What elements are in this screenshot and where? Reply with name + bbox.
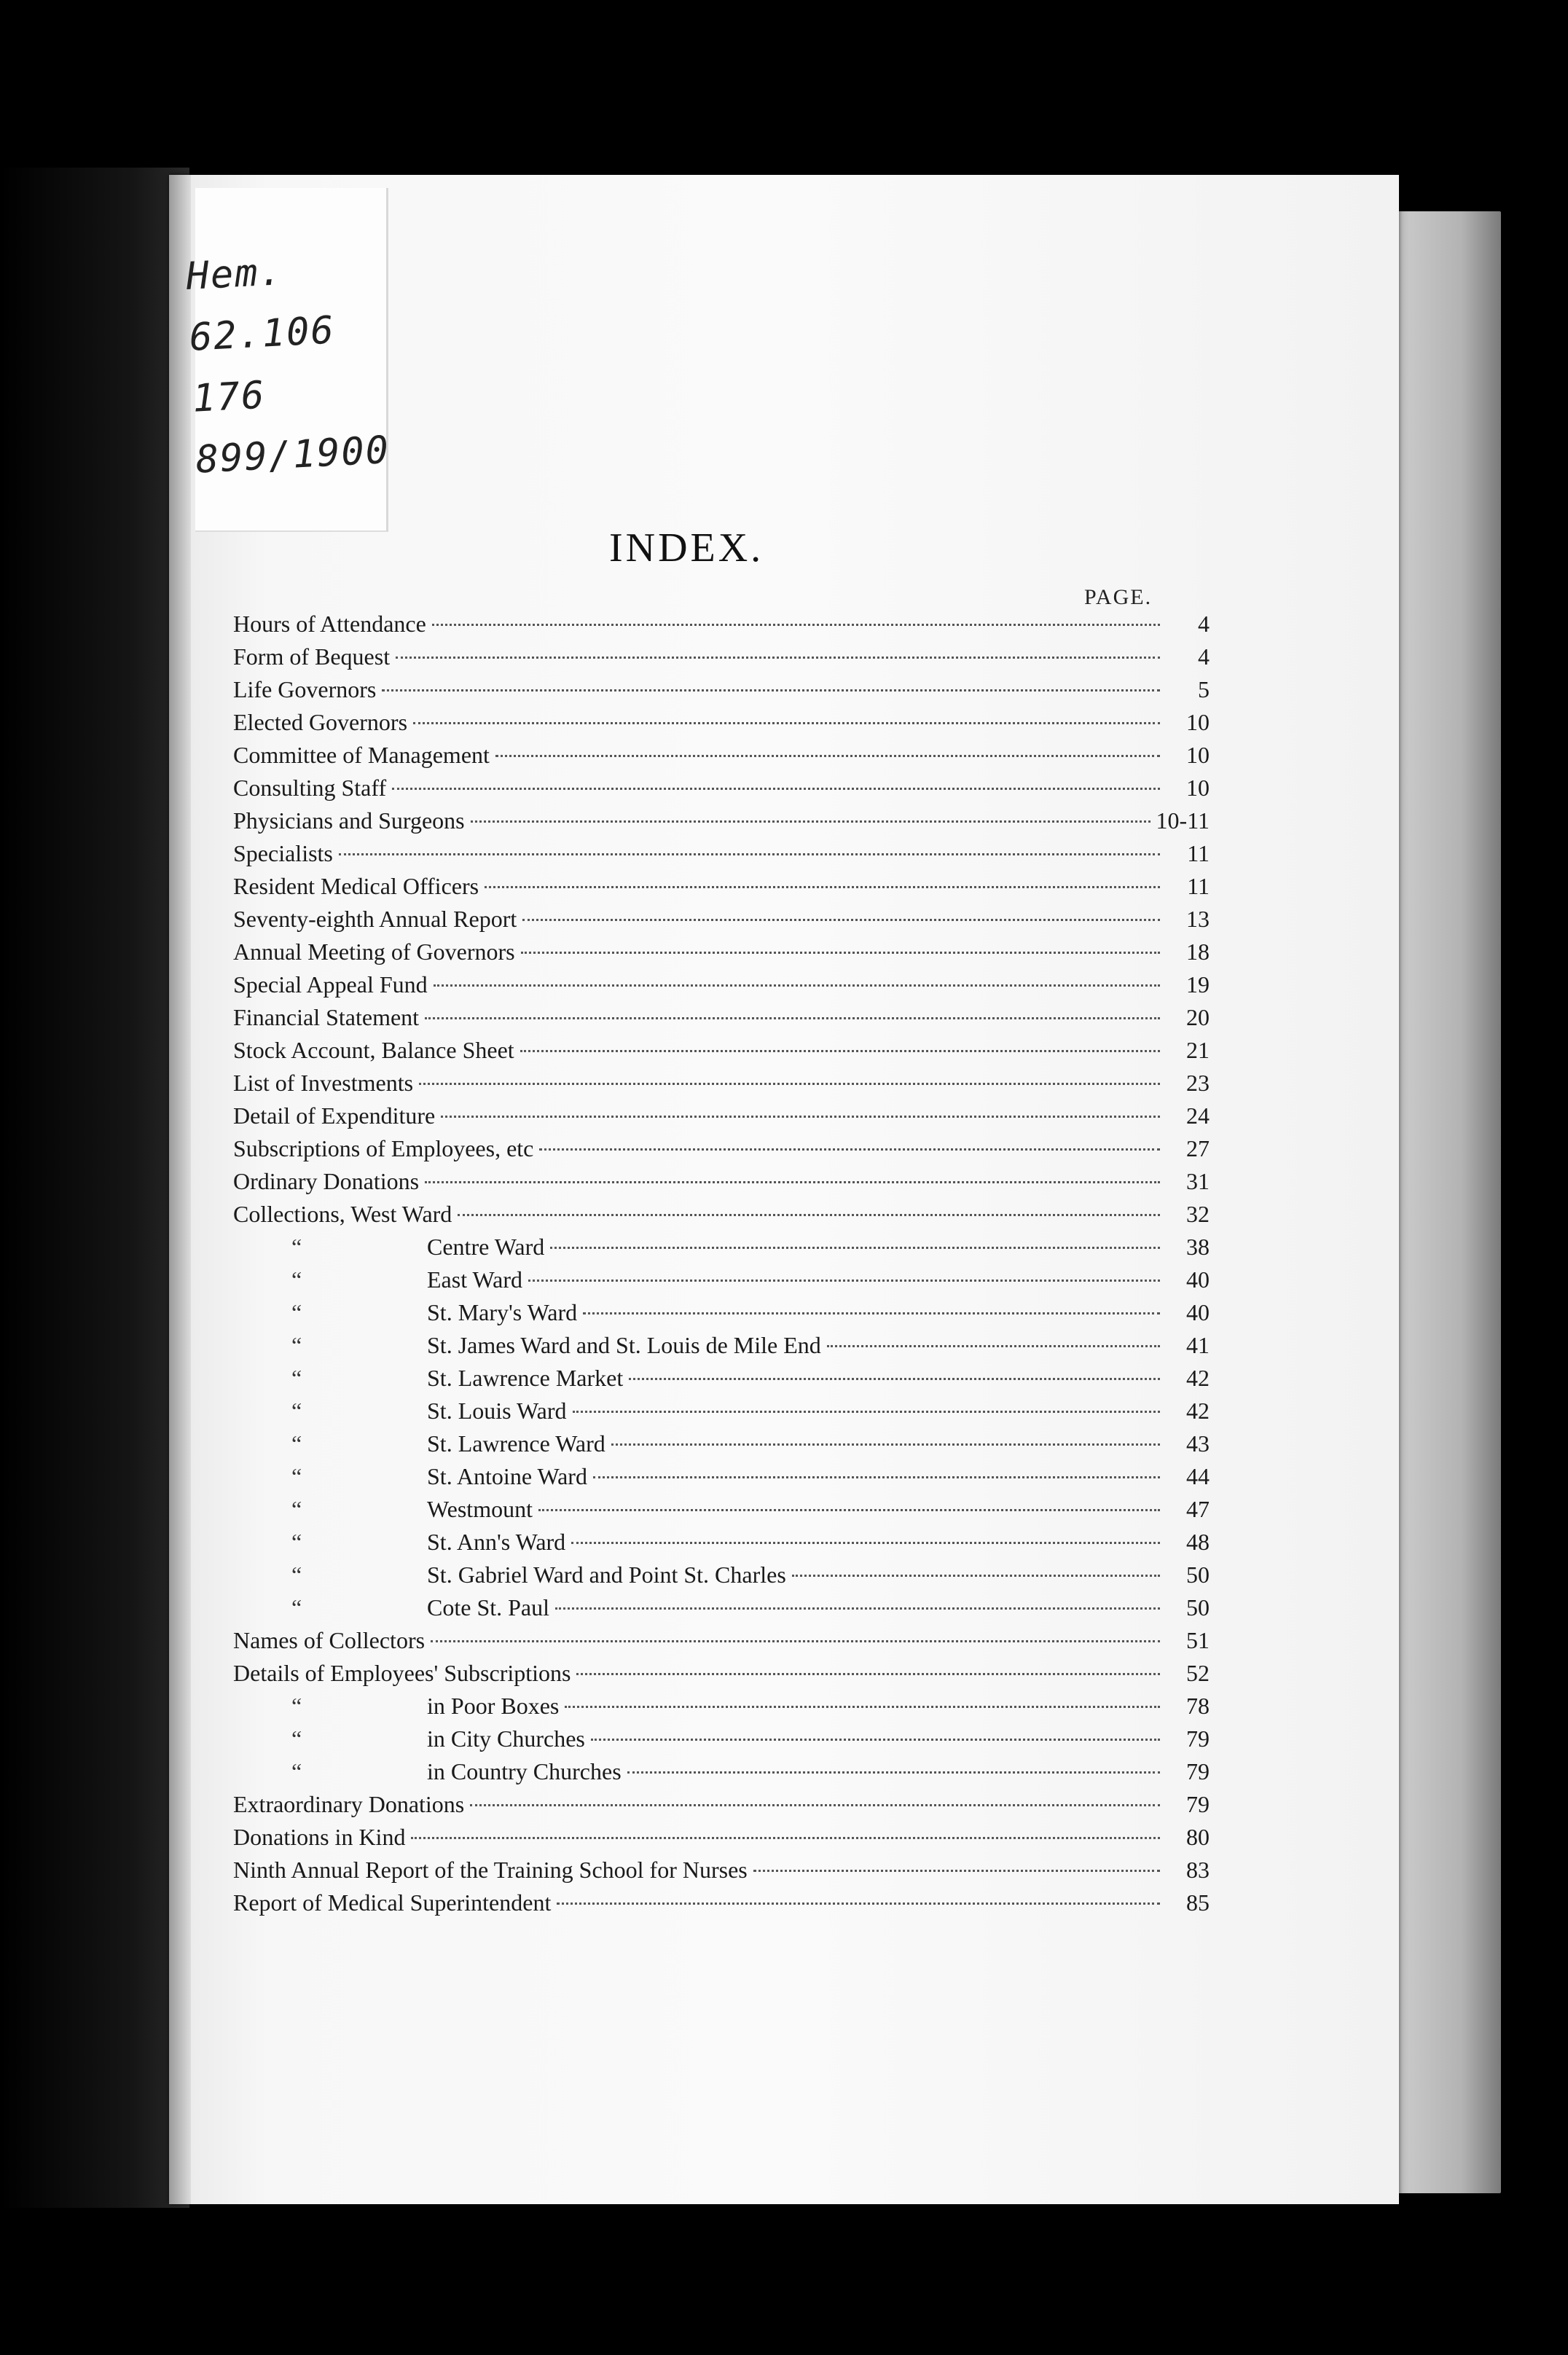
dot-leader xyxy=(392,788,1160,790)
entry-label: Resident Medical Officers xyxy=(233,873,479,899)
dot-leader xyxy=(396,657,1160,659)
dot-leader xyxy=(339,853,1160,855)
entry-label: Stock Account, Balance Sheet xyxy=(233,1037,514,1063)
dot-leader xyxy=(441,1116,1160,1118)
entry-label: Life Governors xyxy=(233,676,377,702)
dot-leader xyxy=(576,1673,1160,1675)
index-entry xyxy=(233,1037,1210,1070)
dot-leader xyxy=(593,1476,1160,1478)
entry-label: Specialists xyxy=(233,840,333,866)
dot-leader xyxy=(591,1739,1160,1741)
index-entry xyxy=(233,971,1210,1004)
entry-page-number: 10 xyxy=(1186,742,1210,768)
entry-label: Hours of Attendance xyxy=(233,611,426,637)
ditto-mark: “ xyxy=(291,1725,302,1752)
entry-page-number: 13 xyxy=(1186,906,1210,932)
ditto-mark: “ xyxy=(291,1234,302,1260)
entry-label: Physicians and Surgeons xyxy=(233,807,465,834)
entry-page-number: 10 xyxy=(1186,775,1210,801)
index-entry xyxy=(233,1463,1210,1496)
entry-page-number: 79 xyxy=(1186,1725,1210,1752)
entry-label: St. Lawrence Market xyxy=(427,1365,624,1391)
index-entry xyxy=(233,1234,1210,1266)
index-entry xyxy=(233,807,1210,840)
ditto-mark: “ xyxy=(291,1463,302,1489)
entry-label: St. Ann's Ward xyxy=(427,1529,566,1555)
dot-leader xyxy=(425,1181,1160,1183)
dot-leader xyxy=(522,919,1160,921)
dot-leader xyxy=(470,1804,1160,1806)
dot-leader xyxy=(419,1083,1160,1085)
entry-label: Committee of Management xyxy=(233,742,490,768)
dot-leader xyxy=(550,1247,1160,1249)
entry-label: Collections, West Ward xyxy=(233,1201,452,1227)
entry-label: in Country Churches xyxy=(427,1758,622,1784)
entry-page-number: 47 xyxy=(1186,1496,1210,1522)
index-entry xyxy=(233,1496,1210,1529)
entry-page-number: 83 xyxy=(1186,1857,1210,1883)
ditto-mark: “ xyxy=(291,1693,302,1719)
entry-page-number: 42 xyxy=(1186,1365,1210,1391)
dot-leader xyxy=(425,1017,1160,1019)
call-number-line: 62.106 xyxy=(188,308,337,360)
dot-leader xyxy=(753,1870,1160,1872)
index-entry xyxy=(233,906,1210,939)
entry-label: Centre Ward xyxy=(427,1234,545,1260)
index-entry xyxy=(233,1332,1210,1365)
index-entry xyxy=(233,1004,1210,1037)
call-number-line: 899/1900 xyxy=(195,428,391,482)
index-entry xyxy=(233,1430,1210,1463)
entry-page-number: 43 xyxy=(1186,1430,1210,1457)
dot-leader xyxy=(485,886,1160,888)
index-entry xyxy=(233,1201,1210,1234)
dot-leader xyxy=(382,689,1160,691)
entry-page-number: 38 xyxy=(1186,1234,1210,1260)
dot-leader xyxy=(528,1280,1160,1282)
call-number-line: 176 xyxy=(191,373,267,421)
index-entry xyxy=(233,1168,1210,1201)
index-entry xyxy=(233,1266,1210,1299)
entry-page-number: 40 xyxy=(1186,1299,1210,1325)
entry-page-number: 44 xyxy=(1186,1463,1210,1489)
dot-leader xyxy=(520,1050,1160,1052)
entry-page-number: 42 xyxy=(1186,1398,1210,1424)
dot-leader xyxy=(627,1771,1160,1774)
index-entry xyxy=(233,1398,1210,1430)
entry-label: Ordinary Donations xyxy=(233,1168,420,1194)
ditto-mark: “ xyxy=(291,1594,302,1621)
ditto-mark: “ xyxy=(291,1561,302,1588)
handwritten-call-number xyxy=(184,235,415,490)
index-entry xyxy=(233,1758,1210,1791)
entry-label: Financial Statement xyxy=(233,1004,420,1030)
entry-page-number: 4 xyxy=(1198,611,1210,637)
entry-label: Donations in Kind xyxy=(233,1824,406,1850)
index-entry xyxy=(233,1693,1210,1725)
entry-label: St. Lawrence Ward xyxy=(427,1430,605,1457)
index-entry xyxy=(233,1824,1210,1857)
index-entry xyxy=(233,1889,1210,1922)
index-entry xyxy=(233,643,1210,676)
page-gutter xyxy=(169,175,191,2204)
entry-label: Elected Governors xyxy=(233,709,408,735)
index-entry xyxy=(233,1529,1210,1561)
index-entry xyxy=(233,775,1210,807)
entry-page-number: 79 xyxy=(1186,1758,1210,1784)
page-title: INDEX. xyxy=(609,525,764,571)
entry-page-number: 23 xyxy=(1186,1070,1210,1096)
entry-label: St. Mary's Ward xyxy=(427,1299,578,1325)
index-entry xyxy=(233,709,1210,742)
entry-label: Cote St. Paul xyxy=(427,1594,550,1621)
dot-leader xyxy=(792,1575,1160,1577)
dot-leader xyxy=(495,755,1160,757)
dot-leader xyxy=(539,1148,1160,1151)
entry-label: Annual Meeting of Governors xyxy=(233,939,515,965)
entry-label: Consulting Staff xyxy=(233,775,387,801)
entry-label: Special Appeal Fund xyxy=(233,971,428,998)
entry-label: Detail of Expenditure xyxy=(233,1102,436,1129)
index-entry xyxy=(233,676,1210,709)
ditto-mark: “ xyxy=(291,1365,302,1391)
entry-page-number: 40 xyxy=(1186,1266,1210,1293)
index-entry xyxy=(233,1561,1210,1594)
dot-leader xyxy=(573,1411,1161,1413)
entry-page-number: 32 xyxy=(1186,1201,1210,1227)
index-entry xyxy=(233,1627,1210,1660)
entry-page-number: 5 xyxy=(1198,676,1210,702)
index-entry xyxy=(233,873,1210,906)
ditto-mark: “ xyxy=(291,1758,302,1784)
entry-label: Extraordinary Donations xyxy=(233,1791,465,1817)
entry-page-number: 50 xyxy=(1186,1594,1210,1621)
index-entry xyxy=(233,1725,1210,1758)
dot-leader xyxy=(827,1345,1160,1347)
dot-leader xyxy=(434,984,1160,987)
entry-label: in City Churches xyxy=(427,1725,585,1752)
entry-page-number: 20 xyxy=(1186,1004,1210,1030)
entry-page-number: 10-11 xyxy=(1156,807,1210,834)
ditto-mark: “ xyxy=(291,1496,302,1522)
entry-label: Ninth Annual Report of the Training School for Nurses xyxy=(233,1857,748,1883)
dot-leader xyxy=(431,1640,1160,1642)
dot-leader xyxy=(411,1837,1160,1839)
dot-leader xyxy=(538,1509,1160,1511)
ditto-mark: “ xyxy=(291,1430,302,1457)
index-entry xyxy=(233,1594,1210,1627)
entry-page-number: 10 xyxy=(1186,709,1210,735)
call-number-line: Hem. xyxy=(185,250,285,299)
index-entry xyxy=(233,1070,1210,1102)
entry-page-number: 19 xyxy=(1186,971,1210,998)
book-spine-shadow xyxy=(0,168,189,2208)
entry-label: Form of Bequest xyxy=(233,643,391,670)
entry-page-number: 85 xyxy=(1186,1889,1210,1916)
entry-page-number: 52 xyxy=(1186,1660,1210,1686)
entry-page-number: 4 xyxy=(1198,643,1210,670)
dot-leader xyxy=(611,1443,1160,1446)
dot-leader xyxy=(471,820,1150,823)
entry-label: St. Louis Ward xyxy=(427,1398,567,1424)
entry-page-number: 21 xyxy=(1186,1037,1210,1063)
index-entry xyxy=(233,939,1210,971)
entry-page-number: 18 xyxy=(1186,939,1210,965)
dot-leader xyxy=(629,1378,1160,1380)
entry-page-number: 27 xyxy=(1186,1135,1210,1161)
entry-page-number: 11 xyxy=(1187,840,1210,866)
dot-leader xyxy=(521,952,1160,954)
entry-page-number: 80 xyxy=(1186,1824,1210,1850)
entry-label: Seventy-eighth Annual Report xyxy=(233,906,517,932)
entry-label: Westmount xyxy=(427,1496,533,1522)
entry-page-number: 48 xyxy=(1186,1529,1210,1555)
index-entry xyxy=(233,840,1210,873)
dot-leader xyxy=(413,722,1160,724)
entry-page-number: 50 xyxy=(1186,1561,1210,1588)
entry-page-number: 79 xyxy=(1186,1791,1210,1817)
entry-label: St. Antoine Ward xyxy=(427,1463,587,1489)
ditto-mark: “ xyxy=(291,1266,302,1293)
dot-leader xyxy=(432,624,1160,626)
entry-label: Report of Medical Superintendent xyxy=(233,1889,552,1916)
entry-label: Names of Collectors xyxy=(233,1627,426,1653)
dot-leader xyxy=(583,1312,1160,1314)
index-entry xyxy=(233,1660,1210,1693)
entry-label: East Ward xyxy=(427,1266,523,1293)
index-entry xyxy=(233,1791,1210,1824)
ditto-mark: “ xyxy=(291,1529,302,1555)
entry-label: Subscriptions of Employees, etc xyxy=(233,1135,534,1161)
ditto-mark: “ xyxy=(291,1299,302,1325)
index-entry xyxy=(233,611,1210,643)
page-column-heading: PAGE. xyxy=(1084,585,1153,609)
index-entry xyxy=(233,1365,1210,1398)
dot-leader xyxy=(565,1706,1160,1708)
entry-page-number: 31 xyxy=(1186,1168,1210,1194)
entry-page-number: 41 xyxy=(1186,1332,1210,1358)
index-entry xyxy=(233,742,1210,775)
entry-page-number: 78 xyxy=(1186,1693,1210,1719)
entry-label: St. Gabriel Ward and Point St. Charles xyxy=(427,1561,786,1588)
entry-page-number: 51 xyxy=(1186,1627,1210,1653)
ditto-mark: “ xyxy=(291,1332,302,1358)
dot-leader xyxy=(458,1214,1160,1216)
entry-label: List of Investments xyxy=(233,1070,414,1096)
index-entry xyxy=(233,1102,1210,1135)
dot-leader xyxy=(557,1903,1160,1905)
dot-leader xyxy=(555,1607,1160,1610)
entry-page-number: 24 xyxy=(1186,1102,1210,1129)
index-list xyxy=(233,611,1210,1922)
index-entry xyxy=(233,1299,1210,1332)
ditto-mark: “ xyxy=(291,1398,302,1424)
entry-label: in Poor Boxes xyxy=(427,1693,560,1719)
dot-leader xyxy=(571,1542,1160,1544)
entry-label: St. James Ward and St. Louis de Mile End xyxy=(427,1332,821,1358)
index-entry xyxy=(233,1135,1210,1168)
index-entry xyxy=(233,1857,1210,1889)
entry-label: Details of Employees' Subscriptions xyxy=(233,1660,571,1686)
entry-page-number: 11 xyxy=(1187,873,1210,899)
